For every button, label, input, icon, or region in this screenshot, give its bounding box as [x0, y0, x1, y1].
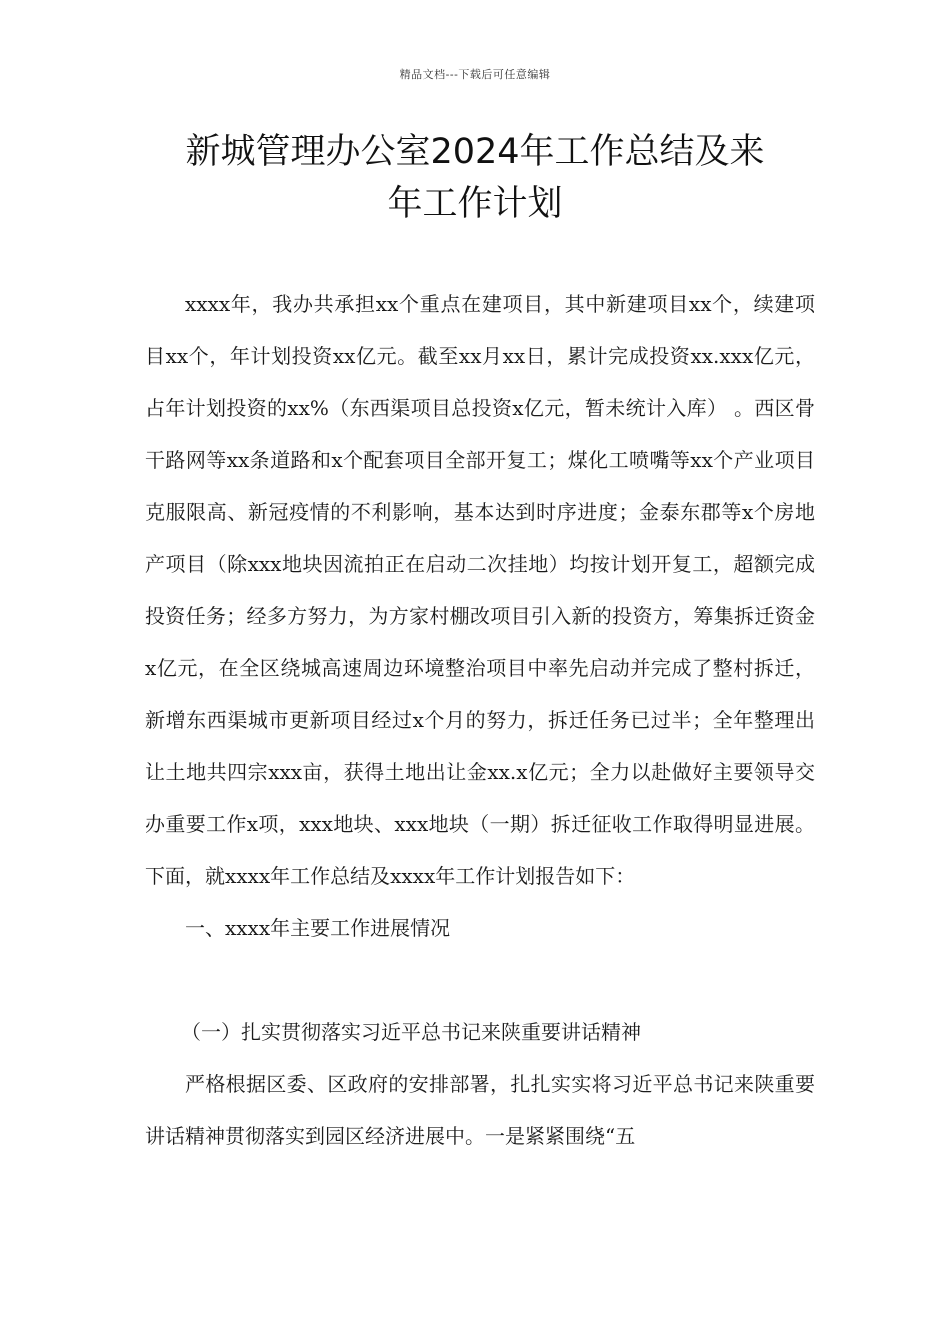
subsection-paragraph: 严格根据区委、区政府的安排部署，扎扎实实将习近平总书记来陕重要讲话精神贯彻落实到园区经济进展中。一是紧紧围绕“五 [145, 1072, 815, 1148]
title-line-2: 年工作计划 [387, 184, 563, 224]
document-title [120, 126, 830, 230]
document-body [145, 278, 815, 1162]
page-header-note: 精品文档---下载后可任意编辑 [399, 68, 551, 81]
section-heading: 一、xxxx年主要工作进展情况 [185, 916, 451, 940]
title-line-1: 新城管理办公室2024年工作总结及来 [185, 132, 765, 172]
subsection-heading: （一）扎实贯彻落实习近平总书记来陕重要讲话精神 [181, 1020, 641, 1044]
intro-paragraph: xxxx年，我办共承担xx个重点在建项目，其中新建项目xx个，续建项目xx个，年计划投资xx亿元。截至xx月xx日，累计完成投资xx.xxx亿元，占年计划投资的xx%（东西渠项目总投资x亿元，暂未统计入库） 。西区骨干路网等xx条道路和x个配套项目全部开复工；煤化工喷嘴等xx个产业项目克服限高、新冠疫情的不利影响，基本达到时序进度；金泰东郡等x个房地产项目（除xxx地块因流拍正在启动二次挂地）均按计划开复工，超额完成投资任务；经多方努力，为方家村棚改项目引入新的投资方，筹集拆迁资金x亿元，在全区绕城高速周边环境整治项目中率先启动并完成了整村拆迁，新增东西渠城市更新项目经过x个月的努力，拆迁任务已过半；全年整理出让土地共四宗xxx亩，获得土地出让金xx.x亿元；全力以赴做好主要领导交办重要工作x项，xxx地块、xxx地块（一期）拆迁征收工作取得明显进展。下面，就xxxx年工作总结及xxxx年工作计划报告如下： [145, 292, 815, 888]
